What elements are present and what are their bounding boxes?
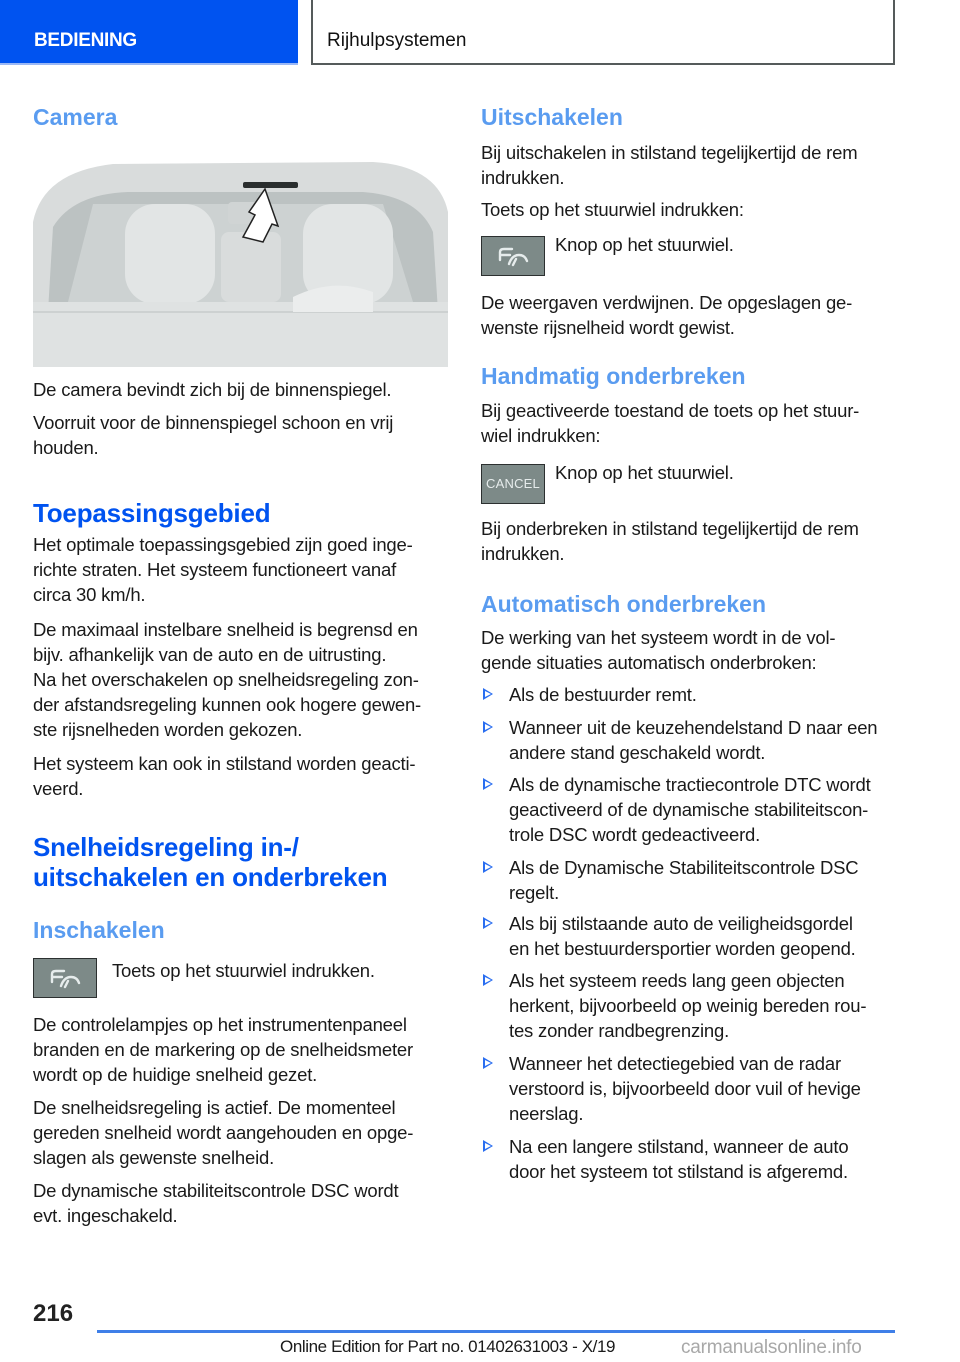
cruise-control-button-off: [481, 236, 545, 276]
text-line: De snelheidsregeling is actief. De momenteel: [33, 1097, 396, 1118]
text-line: verstoord is, bijvoorbeeld door vuil of hevige: [509, 1078, 861, 1099]
footer-divider: [97, 1330, 895, 1333]
triangle-bullet-icon: [483, 1140, 493, 1152]
camera-clean-text: [33, 410, 453, 460]
text-line: De maximaal instelbare snelheid is begrensd en: [33, 619, 418, 640]
paragraph-max-speed: [33, 617, 453, 667]
heading-handmatig: Handmatig onderbreken: [481, 363, 746, 389]
text-line: Na het overschakelen op snelheidsregeling zon-: [33, 669, 419, 690]
text-line: regelt.: [509, 882, 560, 903]
text-line: De controlelampjes op het instrumentenpaneel: [33, 1014, 407, 1035]
paragraph-dsc: [33, 1178, 453, 1228]
text-line: Bij onderbreken in stilstand tegelijkertijd de rem: [481, 518, 859, 539]
text-line: indrukken.: [481, 167, 565, 188]
section-title: Rijhulpsystemen: [327, 30, 467, 51]
triangle-bullet-icon: [483, 778, 493, 790]
heading-camera: Camera: [33, 104, 118, 130]
triangle-bullet-icon: [483, 917, 493, 929]
paragraph-manual-interrupt: [481, 398, 901, 448]
cancel-label: CANCEL: [486, 476, 540, 491]
text-line: andere stand geschakeld wordt.: [509, 742, 766, 763]
text-line: houden.: [33, 437, 99, 458]
text-line: gende situaties automatisch onderbroken:: [481, 652, 817, 673]
handmatig-button-caption: Knop op het stuurwiel.: [555, 462, 734, 483]
text-line: Bij uitschakelen in stilstand tegelijkertijd de rem: [481, 142, 858, 163]
paragraph-interrupt-brake: [481, 516, 901, 566]
text-line: Wanneer uit de keuzehendelstand D naar een: [509, 717, 878, 738]
text-line: De weergaven verdwijnen. De opgeslagen ge-: [481, 292, 853, 313]
triangle-bullet-icon: [483, 688, 493, 700]
paragraph-press-button: Toets op het stuurwiel indrukken:: [481, 199, 744, 220]
text-line: wenste rijsnelheid wordt gewist.: [481, 317, 735, 338]
text-line: geactiveerd of de dynamische stabiliteitscon-: [509, 799, 869, 820]
text-line: Als de bestuurder remt.: [509, 684, 697, 705]
cruise-control-icon: [482, 237, 543, 274]
cruise-control-button: [33, 958, 97, 998]
heading-uitschakelen: Uitschakelen: [481, 104, 623, 130]
heading-line: uitschakelen en onderbreken: [33, 862, 388, 892]
text-line: wiel indrukken:: [481, 425, 601, 446]
text-line: door het systeem tot stilstand is afgeremd.: [509, 1161, 848, 1182]
paragraph-standstill: [33, 751, 453, 801]
paragraph-indicator-lights: [33, 1012, 453, 1087]
text-line: bijv. afhankelijk van de auto en de uitrusting.: [33, 644, 387, 665]
paragraph-optimal-use: [33, 532, 453, 607]
text-line: richte straten. Het systeem functioneert vanaf: [33, 559, 397, 580]
section-tab: [311, 0, 895, 65]
cruise-control-icon: [34, 959, 95, 996]
text-line: Voorruit voor de binnenspiegel schoon en vrij: [33, 412, 394, 433]
watermark-link[interactable]: carmanualsonline.info: [681, 1337, 862, 1358]
text-line: der afstandsregeling kunnen ook hogere gewen-: [33, 694, 422, 715]
triangle-bullet-icon: [483, 721, 493, 733]
paragraph-active: [33, 1095, 453, 1170]
text-line: De dynamische stabiliteitscontrole DSC wordt: [33, 1180, 399, 1201]
text-line: gereden snelheid wordt aangehouden en opge-: [33, 1122, 414, 1143]
text-line: De werking van het systeem wordt in de vol-: [481, 627, 836, 648]
paragraph-auto-interrupt: [481, 625, 901, 675]
text-line: Bij geactiveerde toestand de toets op het stuur-: [481, 400, 860, 421]
chapter-tab: [0, 0, 298, 65]
heading-toepassingsgebied: Toepassingsgebied: [33, 498, 271, 528]
page-number: 216: [33, 1300, 74, 1327]
triangle-bullet-icon: [483, 1057, 493, 1069]
text-line: trole DSC wordt gedeactiveerd.: [509, 824, 761, 845]
inschakelen-button-caption: Toets op het stuurwiel indrukken.: [112, 960, 375, 981]
paragraph-display-disappears: [481, 290, 901, 340]
text-line: Het optimale toepassingsgebied zijn goed inge-: [33, 534, 413, 555]
text-line: veerd.: [33, 778, 84, 799]
text-line: Als bij stilstaande auto de veiligheidsgordel: [509, 913, 853, 934]
camera-location-text: De camera bevindt zich bij de binnenspiegel.: [33, 379, 392, 400]
text-line: evt. ingeschakeld.: [33, 1205, 178, 1226]
heading-snelheidsregeling: [33, 832, 387, 892]
text-line: tes zonder randbegrenzing.: [509, 1020, 730, 1041]
car-interior-image-icon: [33, 152, 448, 367]
heading-automatisch: Automatisch onderbreken: [481, 591, 766, 617]
text-line: indrukken.: [481, 543, 565, 564]
text-line: circa 30 km/h.: [33, 584, 146, 605]
text-line: en het bestuurdersportier worden geopend.: [509, 938, 856, 959]
text-line: branden en de markering op de snelheidsmeter: [33, 1039, 413, 1060]
paragraph-switch-off-brake: [481, 140, 901, 190]
heading-inschakelen: Inschakelen: [33, 917, 165, 943]
text-line: wordt op de huidige snelheid gezet.: [33, 1064, 318, 1085]
text-line: Als de Dynamische Stabiliteitscontrole DSC: [509, 857, 859, 878]
text-line: neerslag.: [509, 1103, 584, 1124]
camera-illustration: [33, 152, 448, 367]
chapter-title: BEDIENING: [34, 30, 137, 51]
text-line: Het systeem kan ook in stilstand worden geacti-: [33, 753, 416, 774]
triangle-bullet-icon: [483, 974, 493, 986]
edition-text: Online Edition for Part no. 01402631003 - X/19: [280, 1337, 616, 1356]
text-line: Na een langere stilstand, wanneer de auto: [509, 1136, 849, 1157]
text-line: Wanneer het detectiegebied van de radar: [509, 1053, 841, 1074]
triangle-bullet-icon: [483, 861, 493, 873]
text-line: herkent, bijvoorbeeld op weinig bereden rou-: [509, 995, 867, 1016]
text-line: Als het systeem reeds lang geen objecten: [509, 970, 845, 991]
paragraph-switch-mode: [33, 667, 453, 742]
heading-line: Snelheidsregeling in-/: [33, 832, 299, 862]
text-line: Als de dynamische tractiecontrole DTC wordt: [509, 774, 871, 795]
text-line: slagen als gewenste snelheid.: [33, 1147, 275, 1168]
text-line: ste rijsnelheden worden gekozen.: [33, 719, 303, 740]
cancel-button-graphic: [481, 464, 545, 504]
uitschakelen-button-caption: Knop op het stuurwiel.: [555, 234, 734, 255]
